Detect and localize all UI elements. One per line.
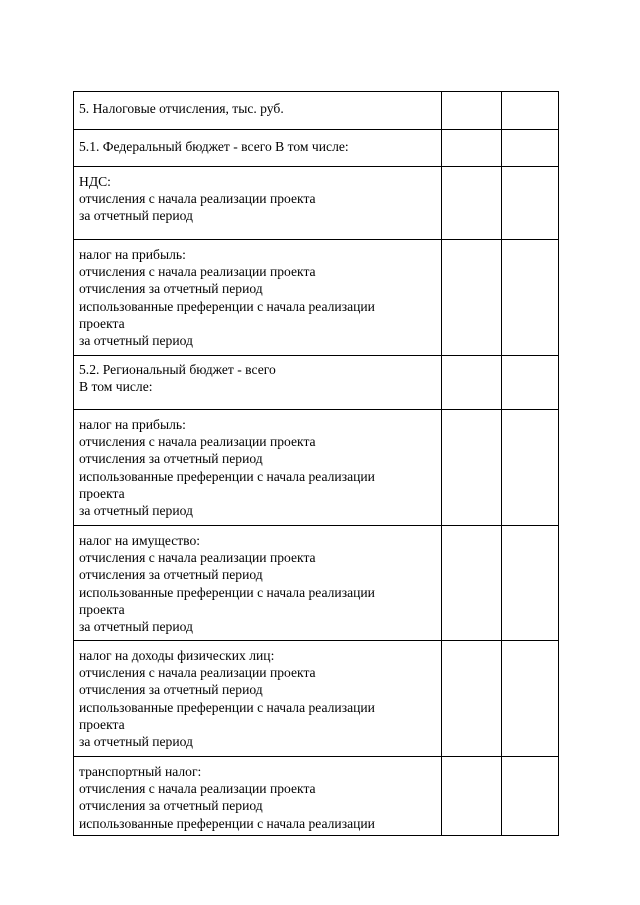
row-label-cell: [74, 356, 442, 410]
table-row-transport: [74, 757, 559, 836]
row-label-line: использованные преференции с начала реализации: [79, 815, 375, 831]
row-label-line: 5.2. Региональный бюджет - всего: [79, 362, 276, 377]
row-label-cell: [74, 526, 442, 641]
row-label-cell: [74, 92, 442, 130]
row-label-line: отчисления за отчетный период: [79, 682, 263, 698]
value-cell: [442, 410, 502, 526]
row-label-line: за отчетный период: [79, 333, 193, 349]
value-cell: [442, 167, 502, 240]
row-label-line: проекта: [79, 485, 125, 501]
value-cell: [502, 130, 559, 167]
row-label-line: использованные преференции с начала реализации: [79, 298, 375, 314]
row-label-line: транспортный налог:: [79, 764, 202, 779]
row-label-line: налог на прибыль:: [79, 247, 186, 262]
row-label-line: отчисления за отчетный период: [79, 798, 263, 814]
row-label-line: использованные преференции с начала реализации: [79, 584, 375, 600]
table-row-regional: [74, 356, 559, 410]
row-label-line: отчисления за отчетный период: [79, 567, 263, 583]
row-label-line: за отчетный период: [79, 503, 193, 519]
row-label-line: налог на имущество:: [79, 533, 201, 548]
row-label-line: отчисления за отчетный период: [79, 451, 263, 467]
row-label-line: использованные преференции с начала реализации: [79, 699, 375, 715]
row-label-line: отчисления с начала реализации проекта: [79, 781, 316, 797]
value-cell: [442, 757, 502, 836]
row-label-line: В том числе:: [79, 379, 153, 395]
value-cell: [502, 167, 559, 240]
row-label-line: НДС:: [79, 174, 111, 189]
value-cell: [502, 641, 559, 757]
value-cell: [502, 526, 559, 641]
row-label-cell: [74, 757, 442, 836]
row-label-line: проекта: [79, 716, 125, 732]
row-label-line: проекта: [79, 315, 125, 331]
row-label-line: за отчетный период: [79, 208, 193, 224]
row-label-line: отчисления с начала реализации проекта: [79, 264, 316, 280]
row-label-line: отчисления с начала реализации проекта: [79, 191, 316, 207]
row-label-line: отчисления с начала реализации проекта: [79, 434, 316, 450]
row-label-line: использованные преференции с начала реализации: [79, 468, 375, 484]
row-label-line: отчисления с начала реализации проекта: [79, 665, 316, 681]
table-row-section-5: [74, 92, 559, 130]
table-row-profit-federal: [74, 240, 559, 356]
row-label-cell: [74, 240, 442, 356]
table-row-profit-regional: [74, 410, 559, 526]
table-row-property: [74, 526, 559, 641]
value-cell: [502, 410, 559, 526]
table-row-ndfl: [74, 641, 559, 757]
row-label-line: отчисления с начала реализации проекта: [79, 550, 316, 566]
row-label-cell: [74, 410, 442, 526]
table-row-vat: [74, 167, 559, 240]
table-row-federal: [74, 130, 559, 167]
tax-table: [73, 91, 559, 836]
value-cell: [442, 92, 502, 130]
row-label-line: 5.1. Федеральный бюджет - всего В том числе:: [79, 139, 349, 154]
row-label-line: проекта: [79, 601, 125, 617]
value-cell: [442, 356, 502, 410]
row-label-cell: [74, 641, 442, 757]
value-cell: [502, 92, 559, 130]
row-label-line: налог на прибыль:: [79, 417, 186, 432]
value-cell: [502, 240, 559, 356]
row-label-line: налог на доходы физических лиц:: [79, 648, 275, 663]
value-cell: [442, 641, 502, 757]
row-label-line: 5. Налоговые отчисления, тыс. руб.: [79, 101, 284, 116]
row-label-line: за отчетный период: [79, 734, 193, 750]
row-label-cell: [74, 167, 442, 240]
value-cell: [502, 356, 559, 410]
value-cell: [502, 757, 559, 836]
value-cell: [442, 240, 502, 356]
row-label-line: отчисления за отчетный период: [79, 281, 263, 297]
value-cell: [442, 526, 502, 641]
row-label-cell: [74, 130, 442, 167]
value-cell: [442, 130, 502, 167]
row-label-line: за отчетный период: [79, 619, 193, 635]
